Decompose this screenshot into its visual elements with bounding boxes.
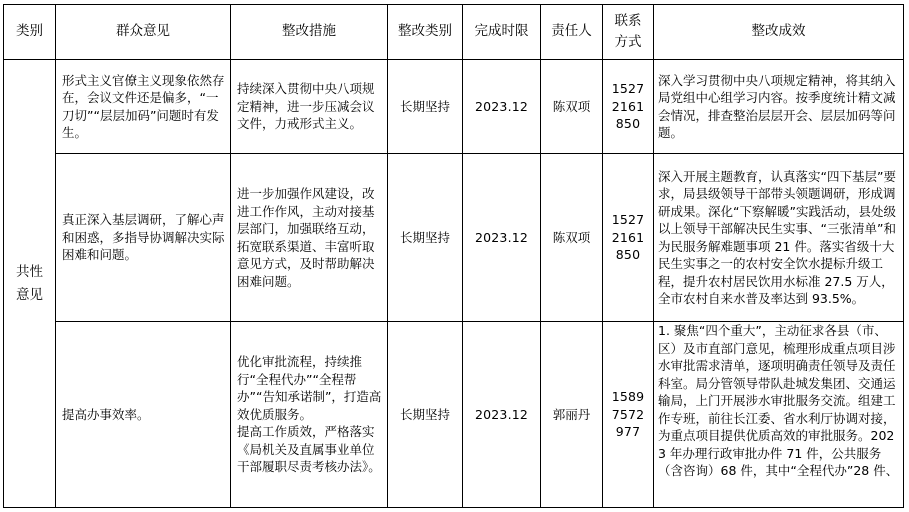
header-category: 类别 bbox=[4, 5, 56, 60]
deadline-cell: 2023.12 bbox=[463, 322, 541, 508]
table-row bbox=[4, 322, 904, 508]
group-label: 共性 意见 bbox=[4, 60, 56, 508]
type-cell: 长期坚持 bbox=[388, 60, 463, 154]
result-cell: 深入学习贯彻中央八项规定精神，将其纳入局党组中心组学习内容。按季度统计精文减会情况，排查整治层层开会、层层加码等问题。 bbox=[654, 60, 904, 154]
measure-cell: 持续深入贯彻中央八项规定精神，进一步压减会议文件，力戒形式主义。 bbox=[231, 60, 388, 154]
contact-cell: 15897572977 bbox=[603, 322, 654, 508]
result-cell: 1. 聚焦“四个重大”，主动征求各县（市、区）及市直部门意见，梳理形成重点项目涉水审批需求清单，逐项明确责任领导及责任科室。局分管领导带队赴城发集团、交通运输局，上门开展涉水审批服务交流。组建工作专班，前往长江委、省水利厅协调对接，为重点项目提供优质高效的审批服务。2023 年办理行政审批办件 71 件，公共服务（含咨询）68 件，其中“全程代办”28 件、 bbox=[654, 322, 904, 508]
contact-cell: 15272161850 bbox=[603, 60, 654, 154]
type-cell: 长期坚持 bbox=[388, 154, 463, 322]
measure-cell: 进一步加强作风建设，改进工作作风，主动对接基层部门，加强联络互动，拓宽联系渠道、丰富听取意见方式，及时帮助解决困难问题。 bbox=[231, 154, 388, 322]
owner-cell: 郭丽丹 bbox=[541, 322, 603, 508]
header-opinion: 群众意见 bbox=[56, 5, 231, 60]
header-contact: 联系 方式 bbox=[603, 5, 654, 60]
opinion-cell: 提高办事效率。 bbox=[56, 322, 231, 508]
owner-cell: 陈双项 bbox=[541, 154, 603, 322]
header-type: 整改类别 bbox=[388, 5, 463, 60]
type-cell: 长期坚持 bbox=[388, 322, 463, 508]
deadline-cell: 2023.12 bbox=[463, 154, 541, 322]
result-cell: 深入开展主题教育，认真落实“四下基层”要求，局县级领导干部带头领题调研，形成调研成果。深化“下察解暖”实践活动，县处级以上领导干部解决民生实事、“三张清单”和为民服务解难题事项 21 件。落实省级十大民生实事之一的农村安全饮水提标升级工程，提升农村居民饮用水标准 27.5 万人，全市农村自来水普及率达到 93.5%。 bbox=[654, 154, 904, 322]
opinion-cell: 形式主义官僚主义现象依然存在，会议文件还是偏多，“一刀切”“层层加码”问题时有发生。 bbox=[56, 60, 231, 154]
measure-cell: 优化审批流程，持续推行“全程代办”“全程帮办”“告知承诺制”，打造高效优质服务。 提高工作质效，严格落实《局机关及直属事业单位干部履职尽责考核办法》。 bbox=[231, 322, 388, 508]
table-row bbox=[4, 154, 904, 322]
header-measure: 整改措施 bbox=[231, 5, 388, 60]
rectification-table bbox=[3, 4, 904, 508]
table-row bbox=[4, 60, 904, 154]
header-owner: 责任人 bbox=[541, 5, 603, 60]
owner-cell: 陈双项 bbox=[541, 60, 603, 154]
opinion-cell: 真正深入基层调研，了解心声和困惑，多指导协调解决实际困难和问题。 bbox=[56, 154, 231, 322]
contact-cell: 15272161850 bbox=[603, 154, 654, 322]
header-deadline: 完成时限 bbox=[463, 5, 541, 60]
header-row bbox=[4, 5, 904, 60]
header-result: 整改成效 bbox=[654, 5, 904, 60]
deadline-cell: 2023.12 bbox=[463, 60, 541, 154]
